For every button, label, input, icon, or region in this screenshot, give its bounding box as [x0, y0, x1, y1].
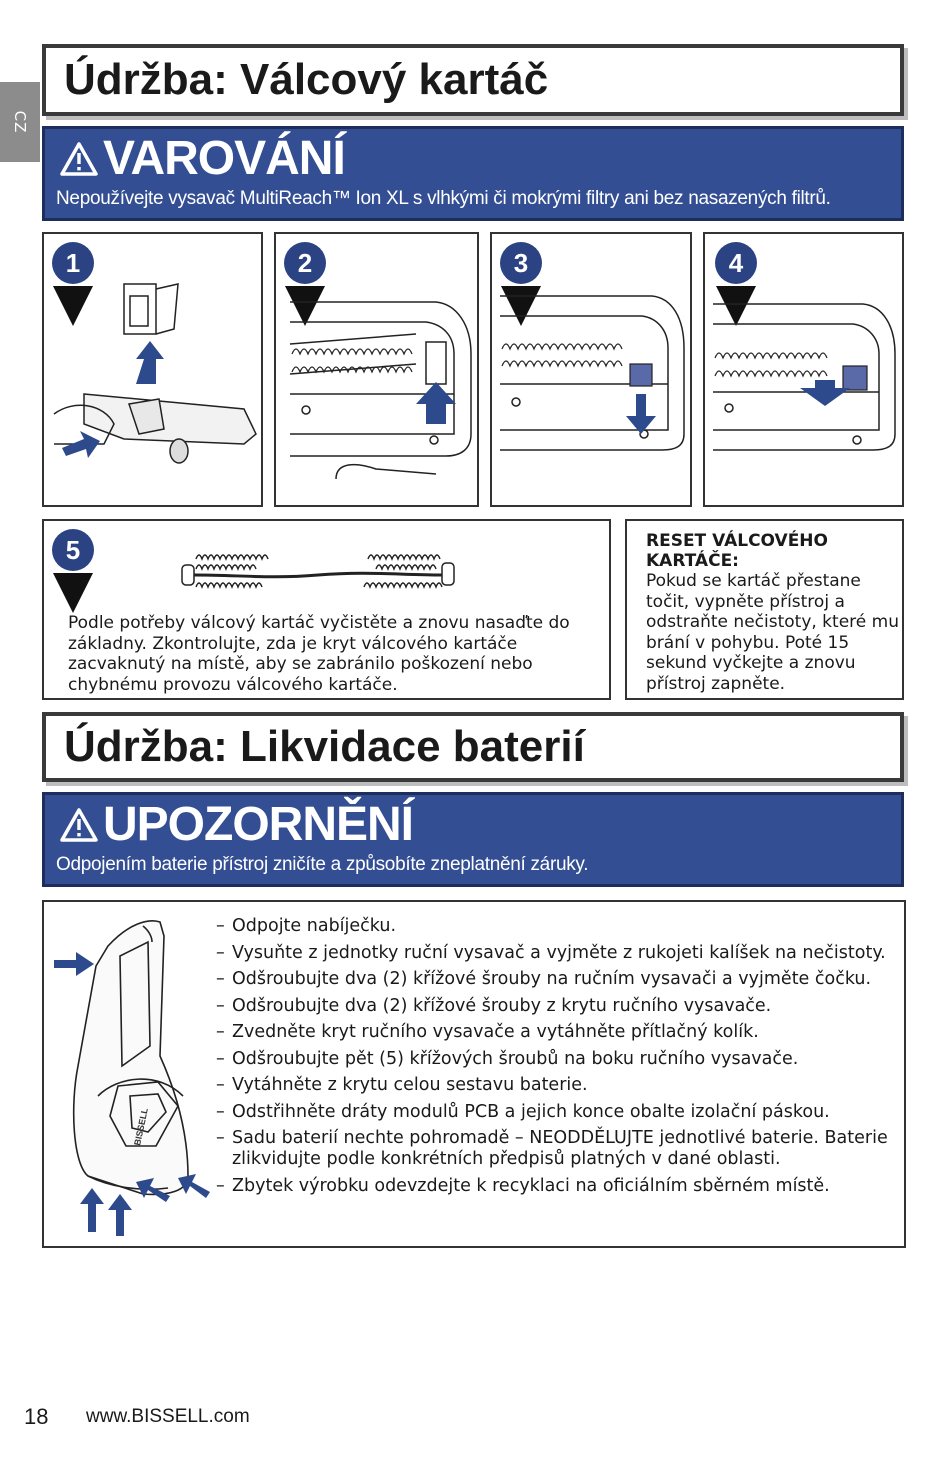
warning-heading [59, 132, 345, 185]
list-item: – Odšroubujte dva (2) křížové šrouby z krytu ručního vysavače. [216, 996, 906, 1017]
reset-body: Pokud se kartáč přestane točit, vypněte přístroj a odstraňte nečistoty, které mu brání v pohybu. Poté 15 sekund vyčkejte a znovu přístroj zapněte. [646, 571, 899, 694]
section-title-text: Údržba: Válcový kartáč [64, 55, 549, 104]
step-1-panel [42, 232, 263, 507]
step-badge: 1 [52, 242, 94, 284]
step-badge: 4 [715, 242, 757, 284]
warning-banner [42, 126, 904, 221]
warning-triangle-icon [59, 141, 99, 177]
step-pointer-icon [53, 573, 93, 613]
list-item: – Odšroubujte dva (2) křížové šrouby na ručním vysavači a vyjměte čočku. [216, 969, 906, 990]
warning-heading-text: VAROVÁNÍ [103, 132, 345, 185]
roller-brush-illustration [180, 549, 460, 599]
list-item: – Vytáhněte z krytu celou sestavu baterie. [216, 1075, 906, 1096]
section-title-battery-disposal [42, 712, 904, 782]
battery-steps-list [216, 916, 906, 1202]
section-title-roller-brush [42, 44, 904, 116]
list-item: – Odšroubujte pět (5) křížových šroubů na boku ručního vysavače. [216, 1049, 906, 1070]
caution-banner [42, 792, 904, 887]
step-badge: 2 [284, 242, 326, 284]
step-5-text: Podle potřeby válcový kartáč vyčistěte a znovu nasaďte do základny. Zkontrolujte, zda je kryt válcového kartáče zacvaknutý na místě, aby se zabránilo poškození nebo chybnému provozu válcového kartáče. [68, 613, 570, 695]
list-item: – Zvedněte kryt ručního vysavače a vytáhněte přítlačný kolík. [216, 1022, 906, 1043]
step-3-illustration [492, 234, 692, 507]
step-4-panel [703, 232, 904, 507]
step-3-panel [490, 232, 692, 507]
bissell-logo: BISSELL [132, 1107, 150, 1147]
list-item: – Zbytek výrobku odevzdejte k recyklaci na oficiálním sběrném místě. [216, 1176, 906, 1197]
step-1-illustration [44, 234, 263, 507]
warning-text: Nepoužívejte vysavač MultiReach™ Ion XL s vlhkými či mokrými filtry ani bez nasazených filtrů. [56, 188, 831, 209]
reset-roller-brush-box [625, 519, 904, 700]
step-2-illustration [276, 234, 479, 507]
reset-title: RESET VÁLCOVÉHO KARTÁČE: [646, 531, 828, 571]
list-item: – Odstřihněte dráty modulů PCB a jejich konce obalte izolační páskou. [216, 1102, 906, 1123]
battery-disposal-panel [42, 900, 906, 1248]
step-2-panel [274, 232, 479, 507]
step-badge: 3 [500, 242, 542, 284]
caution-heading [59, 798, 414, 851]
list-item: – Vysuňte z jednotky ruční vysavač a vyjměte z rukojeti kalíšek na nečistoty. [216, 943, 906, 964]
language-tab-label: CZ [11, 110, 29, 134]
website-link[interactable]: www.BISSELL.com [86, 1406, 250, 1427]
page-number: 18 [24, 1404, 49, 1429]
section-title-text: Údržba: Likvidace baterií [64, 722, 585, 771]
warning-triangle-icon [59, 807, 99, 843]
list-item: – Sadu baterií nechte pohromadě – NEODDĚLUJTE jednotlivé baterie. Baterie zlikvidujte podle konkrétních předpisů platných v dané oblasti. [216, 1128, 906, 1170]
caution-text: Odpojením baterie přístroj zničíte a způsobíte zneplatnění záruky. [56, 854, 589, 875]
list-item: – Odpojte nabíječku. [216, 916, 906, 937]
language-tab [0, 82, 40, 162]
step-4-illustration [705, 234, 904, 507]
caution-heading-text: UPOZORNĚNÍ [103, 798, 414, 851]
hand-vacuum-illustration [48, 906, 218, 1246]
step-badge: 5 [52, 529, 94, 571]
step-5-panel [42, 519, 611, 700]
